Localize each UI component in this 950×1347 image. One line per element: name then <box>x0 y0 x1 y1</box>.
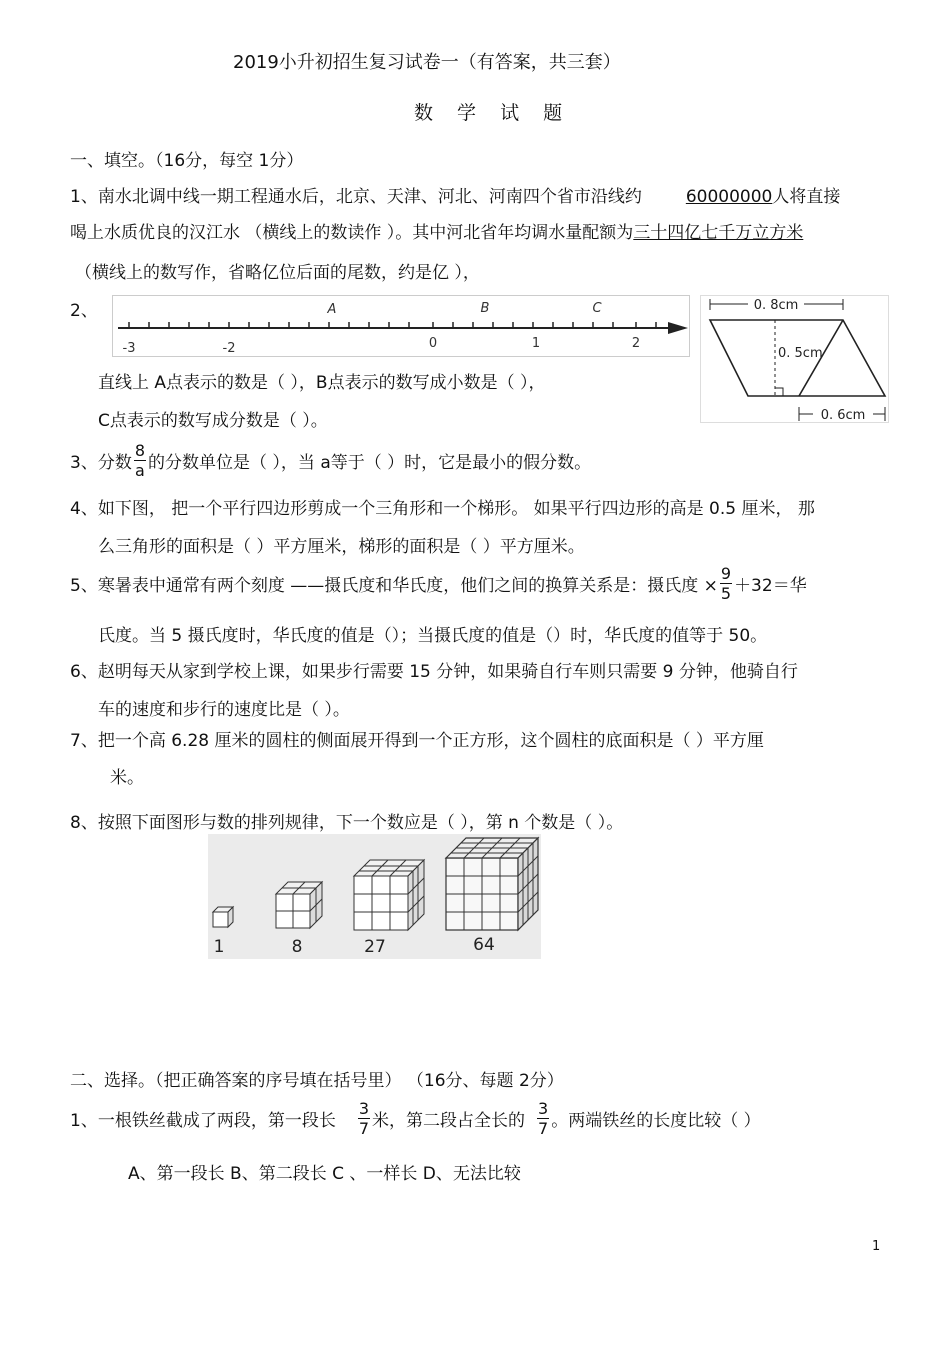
choice-question-1 <box>70 1099 761 1138</box>
q3-text-a: 3、分数 <box>70 453 132 473</box>
section-heading-fill-blank: 一、填空。（16分，每空 1分） <box>70 151 304 171</box>
fraction-numerator: 3 <box>358 1099 370 1118</box>
fraction-denominator: 5 <box>720 584 732 603</box>
fraction-denominator: a <box>135 461 145 480</box>
point-a-label: A <box>327 302 337 317</box>
q5-text-b: ＋32＝华 <box>734 576 807 596</box>
section-heading-multiple-choice: 二、选择。（把正确答案的序号填在括号里） （16分、每题 2分） <box>70 1071 564 1091</box>
cube-2x2 <box>276 882 322 928</box>
cq1-text-c: 。两端铁丝的长度比较（ ） <box>551 1111 761 1131</box>
question-7-line-2: 米。 <box>110 768 144 788</box>
question-6-line-2: 车的速度和步行的速度比是（ ）。 <box>98 700 350 720</box>
fraction-denominator: 7 <box>538 1119 549 1138</box>
q1-text-a: 1、南水北调中线一期工程通水后，北京、天津、河北、河南四个省市沿线约 <box>70 187 642 207</box>
tick-label: 0 <box>428 336 438 351</box>
question-5-line-2: 氏度。当 5 摄氏度时，华氏度的值是（）；当摄氏度的值是（）时，华氏度的值等于 50。 <box>98 626 768 646</box>
cube-pattern-figure <box>208 834 541 959</box>
cube-label-64: 64 <box>473 935 495 955</box>
question-6-line-1: 6、赵明每天从家到学校上课，如果步行需要 15 分钟，如果骑自行车则只需要 9 分钟，他骑自行 <box>70 662 798 682</box>
q5-text-a: 5、寒暑表中通常有两个刻度 ——摄氏度和华氏度，他们之间的换算关系是：摄氏度 × <box>70 576 718 596</box>
fraction-8-over-a <box>134 441 146 480</box>
parallelogram-cut-figure <box>700 295 890 423</box>
cube-3x3 <box>354 860 424 930</box>
question-2-number: 2、 <box>70 301 98 321</box>
page-subtitle: 数 学 试 题 <box>414 102 572 124</box>
question-4-line-1: 4、如下图， 把一个平行四边形剪成一个三角形和一个梯形。 如果平行四边形的高是 0.5 厘米， 那 <box>70 499 815 519</box>
question-2-line-1: 直线上 A点表示的数是（ ），B点表示的数写成小数是（ ）， <box>98 373 546 393</box>
question-1-line-1 <box>70 182 840 207</box>
tick-label: 2 <box>631 336 641 351</box>
fraction-numerator: 9 <box>720 564 732 583</box>
question-8: 8、按照下面图形与数的排列规律，下一个数应是（ ），第 n 个数是（ ）。 <box>70 813 624 833</box>
fraction-denominator: 7 <box>358 1119 370 1138</box>
tick-label: 1 <box>531 336 541 351</box>
cube-label-27: 27 <box>364 937 386 957</box>
cube-label-1: 1 <box>213 937 225 957</box>
tick-label: -2 <box>222 341 236 356</box>
question-5-line-1 <box>70 564 807 603</box>
cube-4x4 <box>446 838 538 930</box>
cq1-text-a: 1、一根铁丝截成了两段，第一段长 <box>70 1111 336 1131</box>
cube-1x1 <box>213 907 233 927</box>
tick-label: -3 <box>122 341 136 356</box>
question-1-line-2 <box>70 218 803 243</box>
q1-underlined-number: 三十四亿七千万立方米 <box>633 223 804 243</box>
number-line-arrow-icon <box>668 322 688 334</box>
bottom-dimension-label: 0. 6cm <box>820 408 866 423</box>
question-2-line-2: C点表示的数写成分数是（ ）。 <box>98 411 328 431</box>
number-line-figure <box>112 295 692 357</box>
choice-question-1-options: A、第一段长 B、第二段长 C 、一样长 D、无法比较 <box>128 1164 521 1184</box>
height-label: 0. 5cm <box>778 346 823 361</box>
question-3 <box>70 441 591 480</box>
q1-line2-text: 喝上水质优良的汉江水 （横线上的数读作 ）。其中河北省年均调水量配额为 <box>70 223 634 243</box>
cq1-text-b: 米，第二段占全长的 <box>372 1111 526 1131</box>
question-1-line-3: （横线上的数写作，省略亿位后面的尾数，约是亿 ）， <box>75 263 480 283</box>
page-number: 1 <box>872 1239 881 1254</box>
page-title: 2019小升初招生复习试卷一（有答案，共三套） <box>233 52 621 73</box>
q3-text-b: 的分数单位是（ ），当 a等于（ ）时，它是最小的假分数。 <box>148 453 592 473</box>
cube-label-8: 8 <box>291 937 303 957</box>
right-angle-icon <box>775 388 783 396</box>
number-line-frame <box>113 296 690 357</box>
fraction-numerator: 8 <box>134 441 146 460</box>
point-b-label: B <box>480 301 490 316</box>
fraction-numerator: 3 <box>538 1099 549 1118</box>
point-c-label: C <box>592 301 602 316</box>
q1-text-b: 人将直接 <box>772 187 841 207</box>
fraction-9-over-5 <box>720 564 732 603</box>
question-7-line-1: 7、把一个高 6.28 厘米的圆柱的侧面展开得到一个正方形，这个圆柱的底面积是（ ）平方厘 <box>70 731 764 751</box>
top-dimension-label: 0. 8cm <box>753 298 799 313</box>
fraction-3-over-7 <box>358 1099 370 1138</box>
fraction-3-over-7 <box>537 1099 549 1138</box>
q1-number: 60000000 <box>685 187 773 207</box>
question-4-line-2: 么三角形的面积是（ ）平方厘米，梯形的面积是（ ）平方厘米。 <box>98 537 585 557</box>
